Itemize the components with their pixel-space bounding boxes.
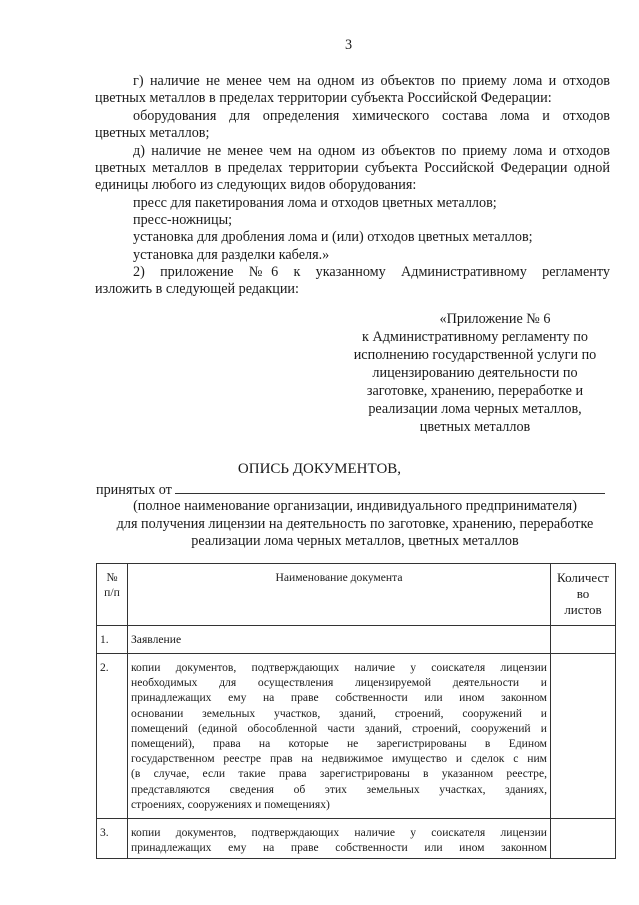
blank-line bbox=[175, 481, 605, 494]
subtitle-line: для получения лицензии на деятельность по заготовке, хранению, переработке bbox=[116, 516, 594, 532]
paragraph-g-equip-line1: оборудования для определения химического состава лома и отходов bbox=[133, 108, 610, 124]
subtitle-line: (полное наименование организации, индивидуального предпринимателя) bbox=[133, 498, 577, 514]
header-num-line: № bbox=[106, 571, 118, 584]
page-number: 3 bbox=[345, 37, 353, 53]
header-num-line: п/п bbox=[104, 586, 120, 600]
row-text-line: копии документов, подтверждающих наличие у соискателя лицензии bbox=[131, 826, 547, 839]
paragraph-g-line2: цветных металлов в пределах территории субъекта Российской Федерации: bbox=[95, 90, 552, 106]
list-item: пресс-ножницы; bbox=[133, 212, 233, 228]
row-count bbox=[551, 819, 616, 859]
row-text-line: копии документов, подтверждающих наличие у соискателя лицензии bbox=[131, 661, 547, 674]
paragraph-2-line2: изложить в следующей редакции: bbox=[95, 281, 299, 297]
row-num: 2. bbox=[97, 654, 128, 819]
appendix-header-line: исполнению государственной услуги по bbox=[353, 347, 597, 363]
header-count-line: листов bbox=[564, 602, 602, 617]
document-title: ОПИСЬ ДОКУМЕНТОВ, bbox=[237, 461, 402, 477]
row-text-line: основании земельных участков, зданий, строений, сооружений и bbox=[131, 706, 547, 720]
paragraph-g-equip-line2: цветных металлов; bbox=[95, 125, 210, 141]
row-text-line: принадлежащих ему на праве собственности или ином законном bbox=[131, 691, 547, 705]
appendix-header-line: цветных металлов bbox=[419, 419, 531, 435]
row-name bbox=[128, 654, 551, 819]
header-name bbox=[128, 564, 551, 626]
appendix-header bbox=[350, 310, 600, 436]
appendix-header-line: заготовке, хранению, переработке и bbox=[366, 383, 584, 399]
row-text-line: Заявление bbox=[131, 633, 182, 646]
paragraph-d-line3: единицы любого из следующих видов оборудования: bbox=[95, 177, 417, 193]
row-name bbox=[128, 819, 551, 859]
row-text-line: помещений), права на которые не зарегистрированы в Едином bbox=[131, 737, 547, 751]
header-num bbox=[97, 564, 128, 626]
row-text-line: помещений (единой обособленной части зданий, строений, сооружений и bbox=[131, 721, 547, 735]
row-text-line: строениях, сооружениях и помещениях) bbox=[131, 797, 330, 811]
table-row bbox=[97, 626, 616, 654]
row-text-line: государственном реестре прав на недвижимое имущество и сделок с ним bbox=[131, 752, 547, 766]
row-num: 3. bbox=[97, 819, 128, 859]
row-text-line: (в случае, если такие права зарегистрированы в указанном реестре, bbox=[131, 767, 547, 781]
documents-table bbox=[96, 563, 616, 859]
subtitle-line: реализации лома черных металлов, цветных металлов bbox=[191, 533, 519, 549]
table-row bbox=[97, 654, 616, 819]
list-item: установка для разделки кабеля.» bbox=[133, 247, 330, 263]
row-text-line: необходимых для осуществления лицензируемой деятельности и bbox=[131, 676, 547, 690]
appendix-header-line: лицензированию деятельности по bbox=[372, 365, 578, 381]
list-item: пресс для пакетирования лома и отходов цветных металлов; bbox=[133, 195, 497, 211]
appendix-header-line: реализации лома черных металлов, bbox=[368, 401, 582, 417]
paragraph-2-line1: 2) приложение №6 к указанному Административному регламенту bbox=[133, 264, 610, 280]
accepted-from-label: принятых от bbox=[96, 482, 172, 498]
row-text-line: принадлежащих ему на праве собственности или ином законном bbox=[131, 841, 547, 855]
list-item: установка для дробления лома и (или) отходов цветных металлов; bbox=[133, 229, 533, 245]
header-count-line: во bbox=[576, 586, 590, 601]
row-text-line: представляются сведения об этих земельных участках, зданиях, bbox=[131, 782, 547, 796]
appendix-header-line: к Административному регламенту по bbox=[362, 329, 588, 345]
header-count bbox=[551, 564, 616, 626]
appendix-header-line: «Приложение № 6 bbox=[439, 311, 551, 327]
header-count-line: Количест bbox=[557, 570, 609, 585]
row-count bbox=[551, 654, 616, 819]
paragraph-g-line1: г) наличие не менее чем на одном из объектов по приему лома и отходов bbox=[133, 73, 610, 89]
row-name bbox=[128, 626, 551, 654]
table-row bbox=[97, 819, 616, 859]
row-count bbox=[551, 626, 616, 654]
row-num: 1. bbox=[97, 626, 128, 654]
paragraph-d-line1: д) наличие не менее чем на одном из объектов по приему лома и отходов bbox=[133, 143, 610, 159]
table-header-row bbox=[97, 564, 616, 626]
header-name-text: Наименование документа bbox=[275, 571, 403, 584]
paragraph-d-line2: цветных металлов в пределах территории субъекта Российской Федерации одной bbox=[95, 160, 610, 176]
